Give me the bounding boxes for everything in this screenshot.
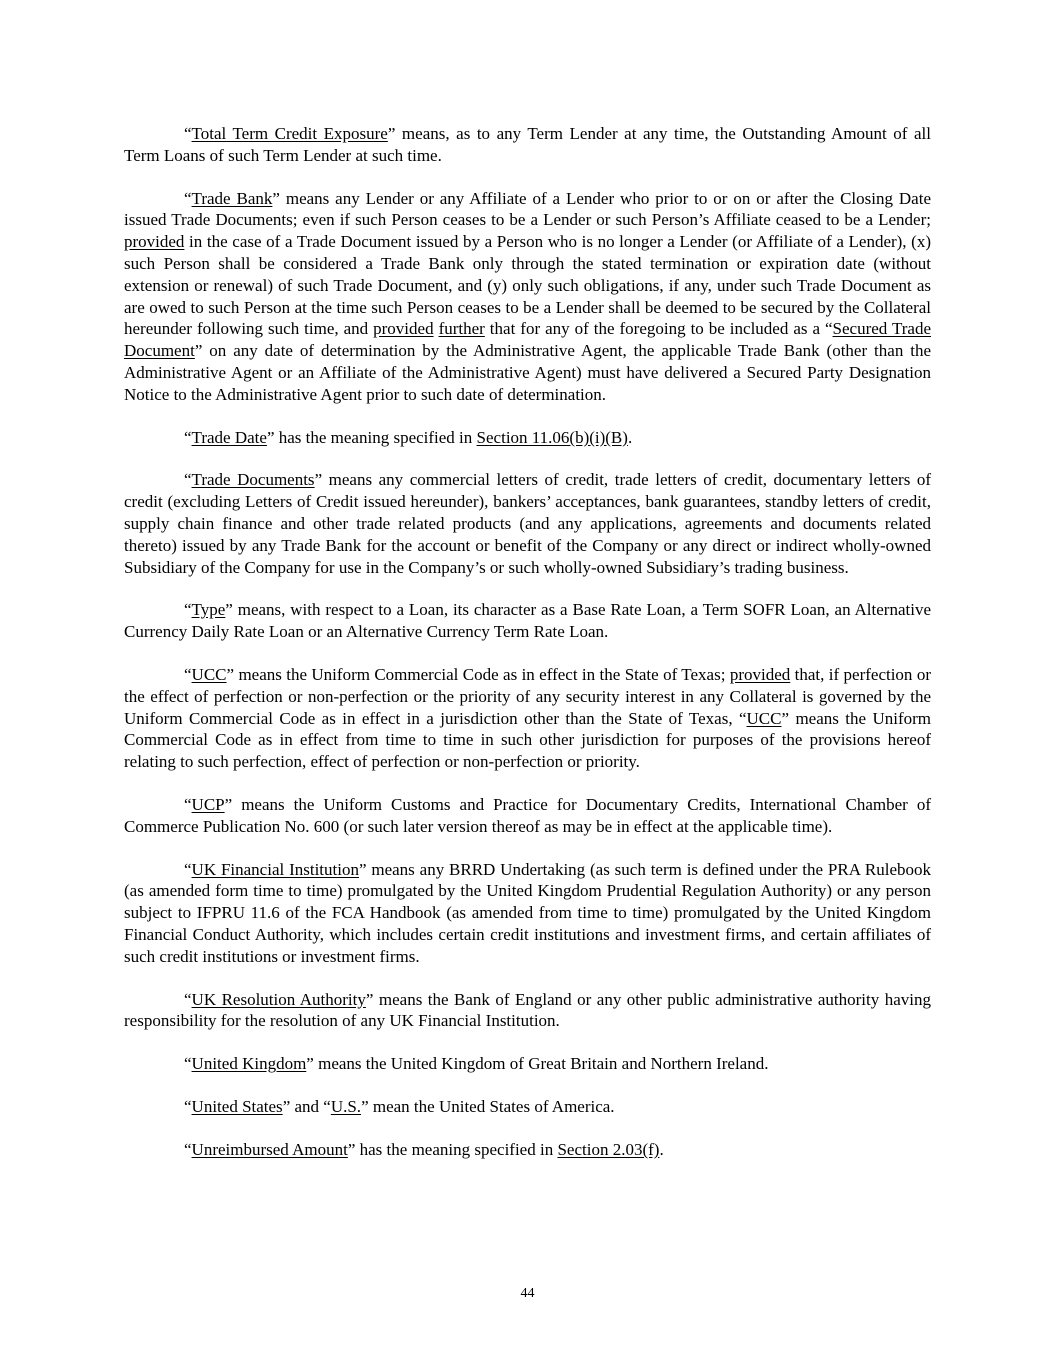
definition-text: ” means the United Kingdom of Great Britain and Northern Ireland.	[306, 1054, 769, 1074]
defined-term: United States	[191, 1096, 283, 1116]
definition-text: ” and “	[282, 1096, 331, 1116]
definition-paragraph	[124, 1139, 931, 1161]
definition-text: ” means the Uniform Commercial Code as in effect from time to time in such other jurisdiction for purposes of the provisions hereof relating to such perfection, effect of perfection or non-perfection or priority.	[124, 708, 932, 772]
definition-paragraph	[124, 469, 931, 578]
defined-term: Section 11.06(b)(i)(B)	[476, 427, 628, 447]
definition-text: in the case of a Trade Document issued by a Person who is no longer a Lender (or Affiliate of a Lender), (x) such Person shall be considered a Trade Bank only through the stated termination or expiration date (without extension or renewal) of such Trade Document, and (y) only such obligations, if any, under such Trade Document as are owed to such Person at the time such Person ceases to be a Lender shall be deemed to be secured by the Collateral hereunder following such time, and	[124, 232, 931, 339]
defined-term: UCC	[191, 664, 227, 684]
definition-paragraph	[124, 427, 931, 449]
definition-paragraph	[124, 599, 931, 643]
defined-term: UK Financial Institution	[191, 859, 359, 879]
definition-text: ” means any Lender or any Affiliate of a Lender who prior to or on or after the Closing Date issued Trade Documents; even if such Person ceases to be a Lender or such Person’s Affiliate ceased to be a Lender;	[124, 188, 931, 230]
definition-text: .	[627, 427, 633, 447]
definition-text: ” on any date of determination by the Administrative Agent, the applicable Trade Bank (other than the Administrative Agent or an Affiliate of the Administrative Agent) must have delivered a Secured Party Designation Notice to the Administrative Agent prior to such date of determination.	[124, 341, 931, 404]
defined-term: UCC	[746, 708, 782, 728]
definition-text: ” has the meaning specified in	[266, 427, 477, 447]
definition-paragraph	[124, 123, 931, 167]
definition-paragraph	[124, 664, 931, 773]
defined-term: provided	[729, 664, 791, 684]
definition-text: “	[184, 188, 192, 208]
definition-text: ” means, as to any Term Lender at any time, the Outstanding Amount of all Term Loans of such Term Lender at such time.	[124, 124, 931, 165]
defined-term: U.S.	[330, 1096, 362, 1116]
defined-term: Trade Bank	[191, 188, 273, 208]
definition-paragraph	[124, 188, 931, 406]
definition-text: “	[184, 794, 192, 814]
defined-term: provided	[124, 232, 185, 252]
definition-text: ” means the Uniform Commercial Code as in effect in the State of Texas;	[226, 664, 730, 684]
definition-text: “	[184, 664, 192, 684]
defined-term: UK Resolution Authority	[191, 989, 366, 1009]
definition-text: ” means the Bank of England or any other public administrative authority having responsibility for the resolution of any UK Financial Institution.	[124, 989, 931, 1031]
defined-term: further	[438, 319, 485, 339]
defined-term: provided	[373, 319, 434, 339]
definition-text: ” has the meaning specified in	[347, 1139, 558, 1159]
definition-paragraph	[124, 1053, 931, 1075]
defined-term: Total Term Credit Exposure	[191, 124, 388, 143]
definition-paragraph	[124, 1096, 931, 1118]
definition-text: “	[184, 1096, 192, 1116]
document-page	[124, 123, 931, 1181]
definition-text: that, if perfection or the effect of perfection or non-perfection or the priority of any security interest in any Collateral is governed by the Uniform Commercial Code as in effect in a jurisdiction other than the State of Texas, “	[124, 664, 931, 728]
definition-text: ” means any commercial letters of credit, trade letters of credit, documentary letters of credit (excluding Letters of Credit issued hereunder), bankers’ acceptances, bank guarantees, standby letters of credit, supply chain finance and other trade related products (and any applications, agreements and documents related thereto) issued by any Trade Bank for the account or benefit of the Company or any direct or indirect wholly-owned Subsidiary of the Company for use in the Company’s or such wholly-owned Subsidiary’s trading business.	[124, 470, 932, 577]
definition-paragraph	[124, 794, 931, 838]
definition-text: “	[184, 1139, 192, 1159]
definition-text: “	[184, 989, 192, 1009]
definition-text: “	[184, 427, 192, 447]
definition-text: “	[184, 1054, 192, 1074]
defined-term: UCP	[191, 794, 225, 814]
definition-text: “	[184, 859, 192, 879]
definition-text: “	[184, 600, 192, 620]
defined-term: Trade Documents	[191, 470, 315, 490]
definition-text: ” mean the United States of America.	[361, 1096, 615, 1116]
definitions-list	[124, 123, 931, 1160]
defined-term: Secured Trade Document	[124, 319, 931, 361]
defined-term: Trade Date	[191, 427, 267, 447]
definition-paragraph	[124, 859, 931, 968]
definition-text: ” means any BRRD Undertaking (as such term is defined under the PRA Rulebook (as amended form time to time) promulgated by the United Kingdom Prudential Regulation Authority) or any person subject to IFPRU 11.6 of the FCA Handbook (as amended from time to time) promulgated by the United Kingdom Financial Conduct Authority, which includes certain credit institutions and investment firms, and certain affiliates of such credit institutions or investment firms.	[124, 859, 931, 966]
defined-term: Type	[191, 600, 226, 620]
defined-term: Unreimbursed Amount	[191, 1139, 348, 1159]
definition-paragraph	[124, 989, 931, 1033]
definition-text: .	[659, 1139, 664, 1159]
page-number: 44	[520, 1286, 535, 1301]
definition-text: that for any of the foregoing to be included as a “	[484, 319, 833, 339]
defined-term: Section 2.03(f)	[557, 1139, 660, 1159]
definition-text: ” means the Uniform Customs and Practice for Documentary Credits, International Chamber of Commerce Publication No. 600 (or such later version thereof as may be in effect at the applicable time).	[124, 794, 931, 836]
definition-text: “	[184, 124, 192, 143]
definition-text: “	[184, 470, 192, 490]
defined-term: United Kingdom	[191, 1054, 307, 1074]
definition-text: ” means, with respect to a Loan, its character as a Base Rate Loan, a Term SOFR Loan, an Alternative Currency Daily Rate Loan or an Alternative Currency Term Rate Loan.	[124, 600, 931, 642]
